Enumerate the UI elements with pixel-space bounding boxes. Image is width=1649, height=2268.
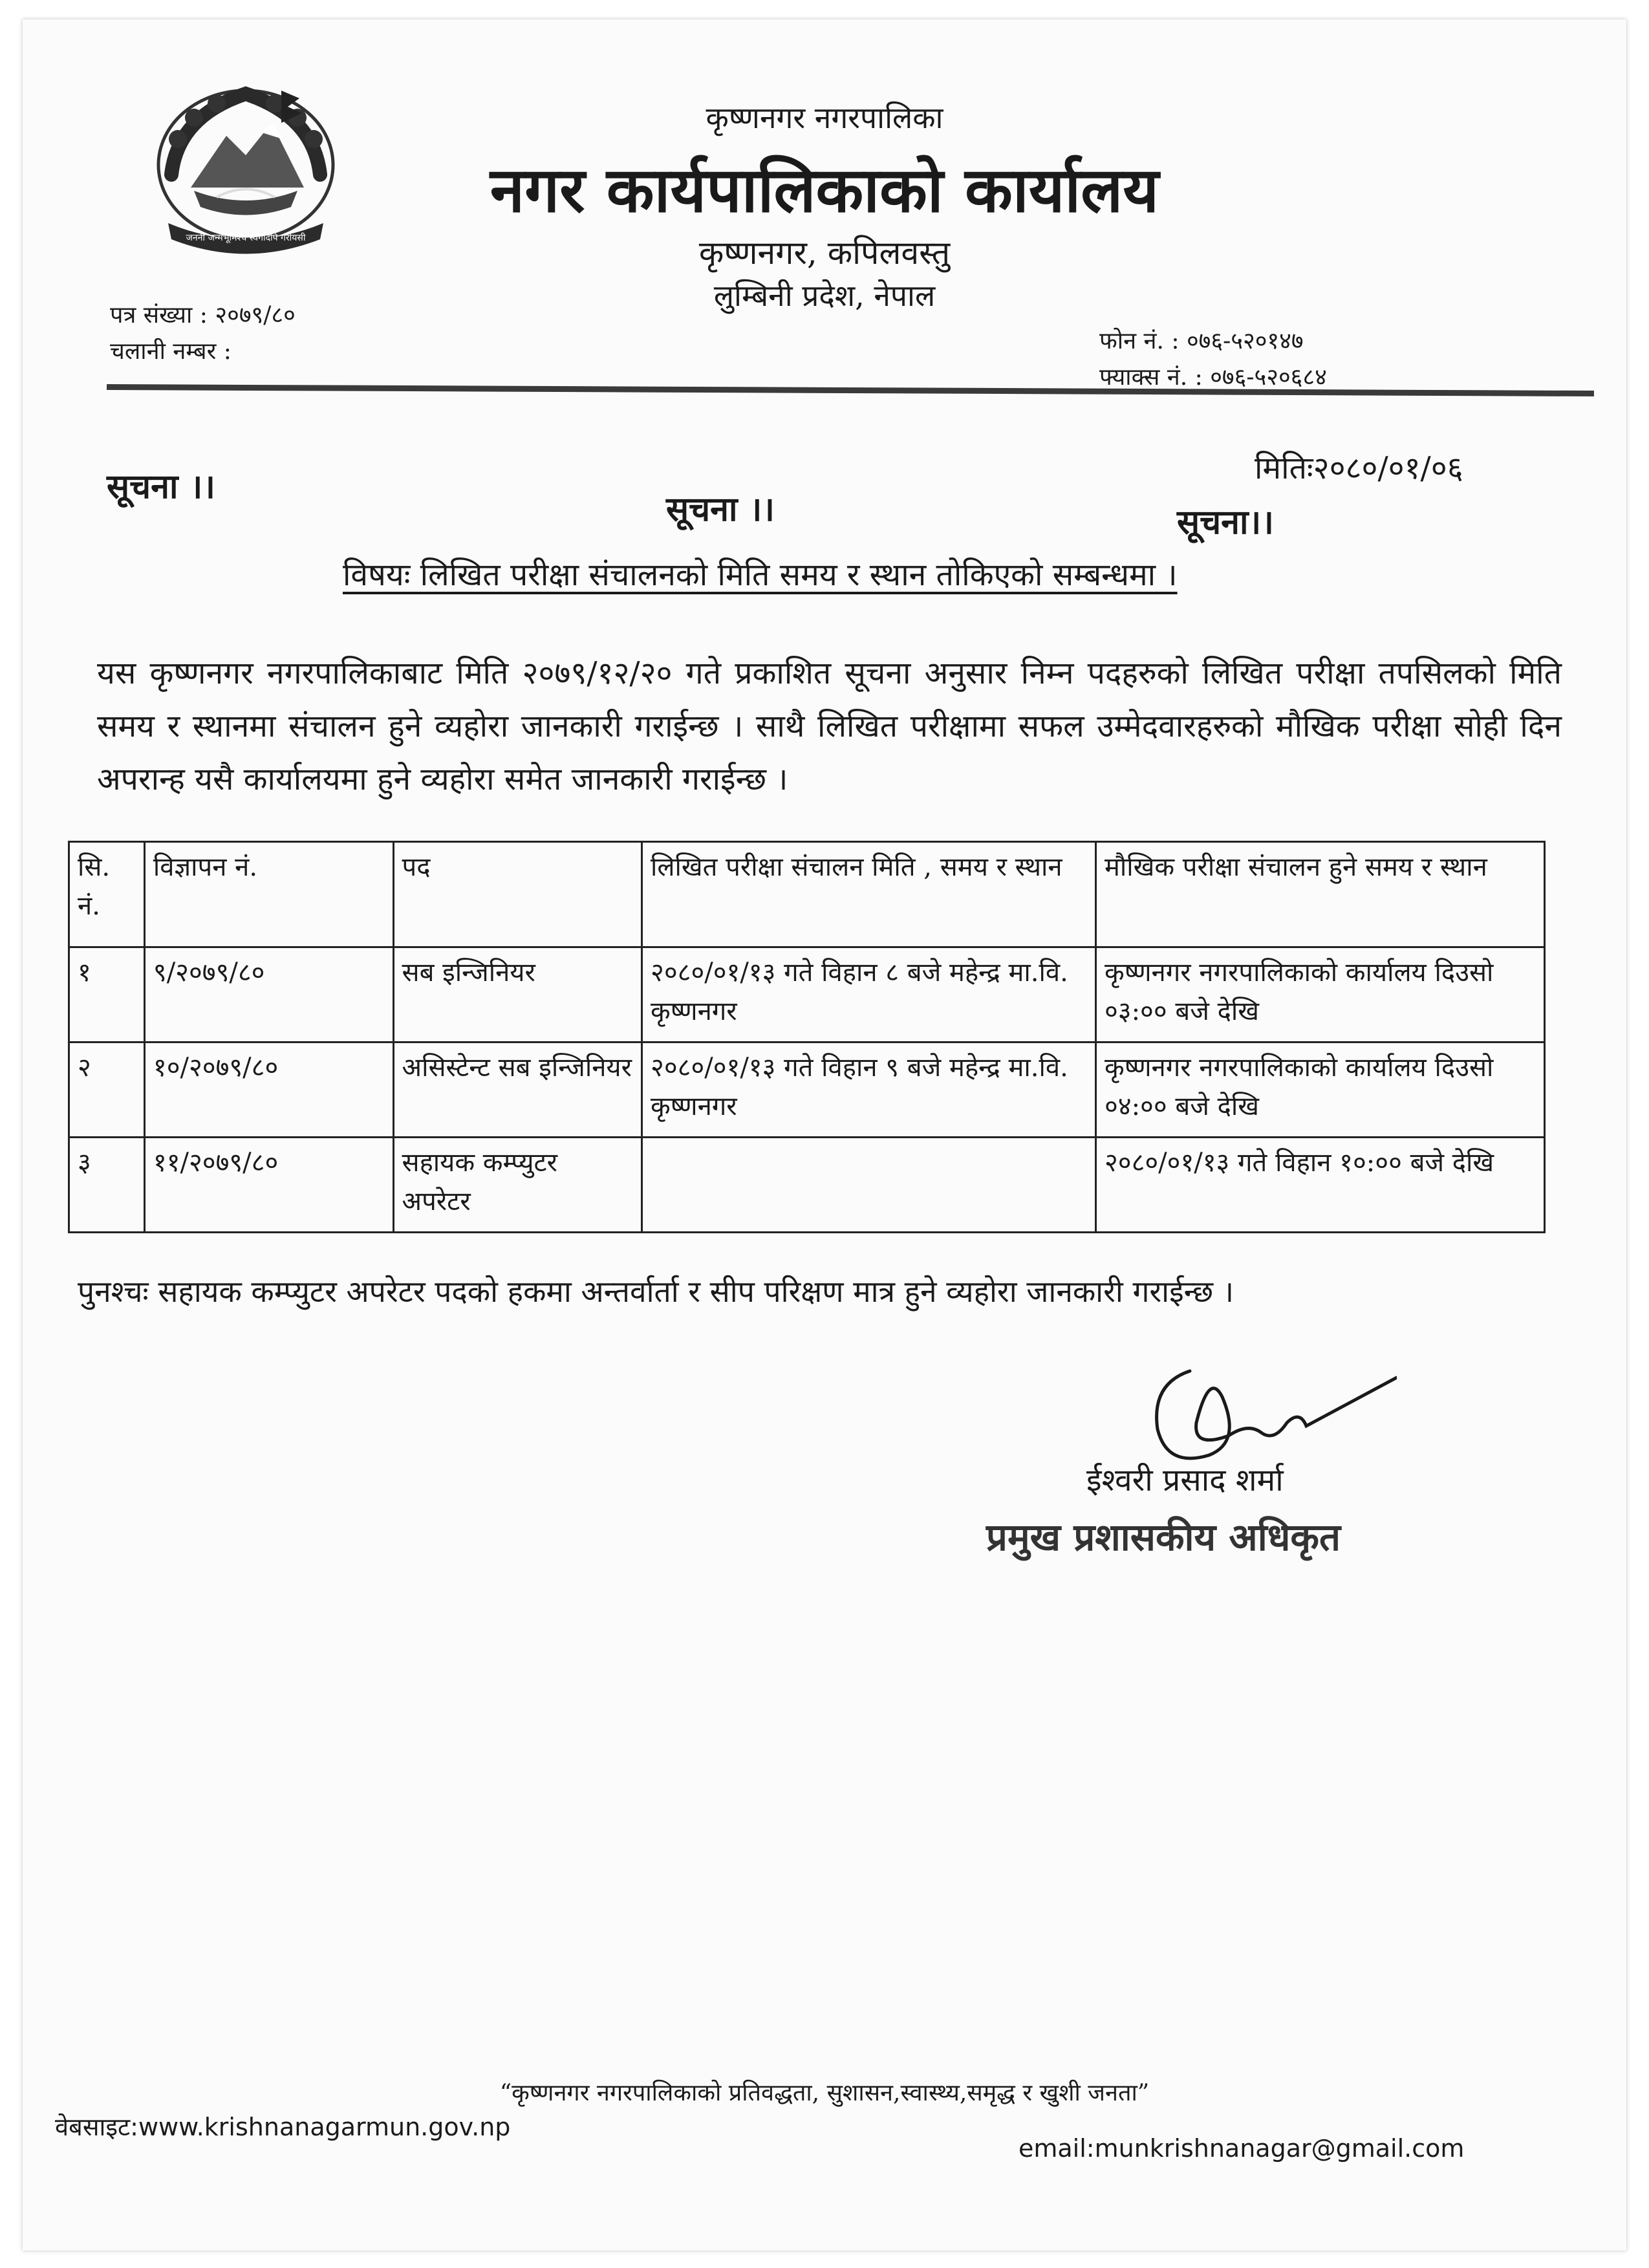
emblem-motto: जननी जन्मभूमिश्च स्वर्गादपि गरीयसी xyxy=(186,233,306,243)
footer-motto: “कृष्णनगर नगरपालिकाको प्रतिवद्धता, सुशासन,स्वास्थ्य,समृद्ध र खुशी जनता” xyxy=(499,2080,1150,2106)
fax-number: फ्याक्स नं. : ०७६-५२०६८४ xyxy=(1099,364,1327,391)
signatory-name: ईश्वरी प्रसाद शर्मा xyxy=(1086,1462,1284,1498)
cell-oral-exam: २०८०/०१/१३ गते विहान १०:०० बजे देखि xyxy=(1095,1138,1544,1233)
cell-advert-no: ११/२०७९/८० xyxy=(144,1138,393,1233)
col-header-serial: सि. नं. xyxy=(69,842,145,947)
table-row xyxy=(69,947,1545,1042)
letter-meta-left xyxy=(110,297,296,370)
table-row xyxy=(69,1042,1545,1138)
address-line-1: कृष्णनगर, कपिलवस्तु xyxy=(698,234,951,272)
org-name-small: कृष्णनगर नगरपालिका xyxy=(706,100,943,135)
footer-email: email:munkrishnanagar@gmail.com xyxy=(1018,2134,1465,2163)
cell-written-exam xyxy=(642,1138,1096,1233)
body-paragraph: यस कृष्णनगर नगरपालिकाबाट मिति २०७९/१२/२० गते प्रकाशित सूचना अनुसार निम्न पदहरुको लिखित परीक्षा तपसिलको मिति समय र स्थानमा संचालन हुने व्यहोरा जानकारी गराईन्छ । साथै लिखित परीक्षामा सफल उम्मेदवारहरुको मौखिक परीक्षा सोही दिन अपरान्ह यसै कार्यालयमा हुने व्यहोरा समेत जानकारी गराईन्छ । xyxy=(97,655,1562,797)
notice-date: मितिः२०८०/०१/०६ xyxy=(1255,450,1463,486)
cell-advert-no: १०/२०७९/८० xyxy=(144,1042,393,1138)
cell-written-exam: २०८०/०१/१३ गते विहान ८ बजे महेन्द्र मा.वि. कृष्णनगर xyxy=(642,947,1096,1042)
letter-number: पत्र संख्या : २०७९/८० xyxy=(110,302,296,329)
phone-number: फोन नं. : ०७६-५२०१४७ xyxy=(1099,328,1304,354)
notice-label-1: सूचना ।। xyxy=(107,467,216,506)
exam-schedule-table xyxy=(68,841,1546,1233)
footer-website: वेबसाइट:www.krishnanagarmun.gov.np xyxy=(55,2113,511,2141)
col-header-oral-exam: मौखिक परीक्षा संचालन हुने समय र स्थान xyxy=(1095,842,1544,947)
cell-post: सहायक कम्प्युटर अपरेटर xyxy=(393,1138,642,1233)
cell-post: असिस्टेन्ट सब इन्जिनियर xyxy=(393,1042,642,1138)
subject-line: विषयः लिखित परीक्षा संचालनको मिति समय र स्थान तोकिएको सम्बन्धमा । xyxy=(343,557,1178,593)
cell-written-exam: २०८०/०१/१३ गते विहान ९ बजे महेन्द्र मा.वि. कृष्णनगर xyxy=(642,1042,1096,1138)
col-header-written-exam: लिखित परीक्षा संचालन मिति , समय र स्थान xyxy=(642,842,1096,947)
notice-label-3: सूचना।। xyxy=(1177,502,1274,542)
cell-oral-exam: कृष्णनगर नगरपालिकाको कार्यालय दिउसो ०४:०० बजे देखि xyxy=(1095,1042,1544,1138)
col-header-post: पद xyxy=(393,842,642,947)
postscript: पुनश्चः सहायक कम्प्युटर अपरेटर पदको हकमा अन्तर्वार्ता र सीप परिक्षण मात्र हुने व्यहोरा जानकारी गराईन्छ । xyxy=(78,1274,1234,1309)
cell-oral-exam: कृष्णनगर नगरपालिकाको कार्यालय दिउसो ०३:०० बजे देखि xyxy=(1095,947,1544,1042)
cell-serial: २ xyxy=(69,1042,145,1138)
cell-post: सब इन्जिनियर xyxy=(393,947,642,1042)
cell-advert-no: ९/२०७९/८० xyxy=(144,947,393,1042)
table-row xyxy=(69,1138,1545,1233)
address-line-2: लुम्बिनी प्रदेश, नेपाल xyxy=(713,278,936,313)
signatory-title: प्रमुख प्रशासकीय अधिकृत xyxy=(986,1515,1341,1559)
contact-info xyxy=(1099,323,1327,396)
table-header-row xyxy=(69,842,1545,947)
dispatch-number: चलानी नम्बर : xyxy=(110,338,232,365)
col-header-advert-no: विज्ञापन नं. xyxy=(144,842,393,947)
cell-serial: १ xyxy=(69,947,145,1042)
office-title: नगर कार्यपालिकाको कार्यालय xyxy=(490,153,1159,226)
notice-label-2: सूचना ।। xyxy=(666,490,775,529)
cell-serial: ३ xyxy=(69,1138,145,1233)
